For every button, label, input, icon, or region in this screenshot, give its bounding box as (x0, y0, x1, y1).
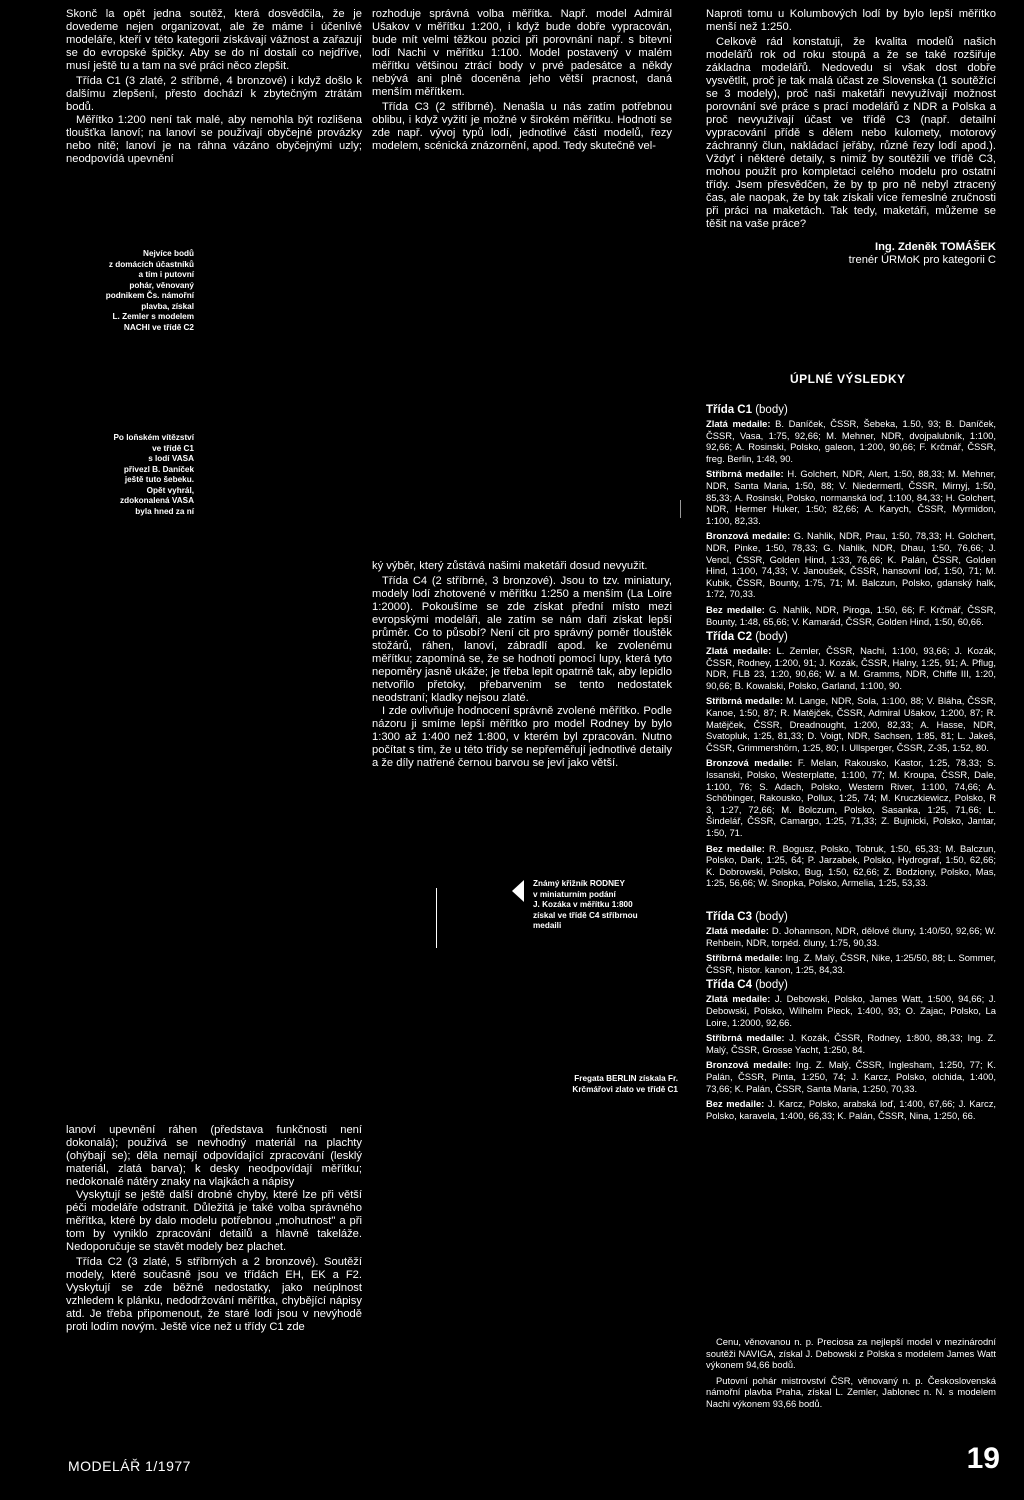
results-class-heading: Třída C1 (body) (706, 404, 788, 416)
results-entry: Bronzová medaile: G. Nahlik, NDR, Prau, 1:50, 78,33; H. Golchert, NDR, Pinke, 1:50, 78,33; G. Nahlik, NDR, Dhau, 1:50, 76,66; J. Vencl, ČSSR, Golden Hind, 1:33, 76,66; K. Palán, ČSSR, Golden Hind, 1:100, 74,33; V. Janoušek, ČSSR, hansovní loď, 1:50, 71; M. Kubik, ČSSR, Bounty, 1:75, 71; M. Balczun, Polsko, gdanský halk, 1:72, 70,33. (706, 530, 996, 600)
results-entry: Bronzová medaile: Ing. Z. Malý, ČSSR, Inglesham, 1:250, 77; K. Palán, ČSSR, Pinta, 1:250, 74; J. Karcz, Polsko, olchida, 1:400, 73,66; K. Palán, ČSSR, Santa Maria, 1:250, 70,33. (706, 1059, 997, 1094)
paragraph: Třída C4 (2 stříbrné, 3 bronzové). Jsou to tzv. miniatury, modely lodí zhotovené v měřítku 1:250 a menším (La Loire 1:2000). Pokoušíme se zde získat přední místo mezi evropskými modeláři, ale zatím se nám daří získat lepší průměr. Co to působí? Není cit pro správný poměr tlouštěk stožárů, ráhen, lanoví, zábradlí apod. ke zvolenému měřítku; zapomíná se, že se hodnotí pomocí lupy, která tyto nepoměry jasně ukáže; je třeba lepit opatrně tak, aby lepidlo netvořilo přetoky, přebarvenim se tento nedostatek neodstraní; kladky nejsou zlaté. (372, 575, 672, 704)
paragraph: I zde ovlivňuje hodnocení správně zvolené měřítko. Podle názoru ji smíme lepší měřítko pro model Rodney by bylo 1:300 až 1:400 než 1:800, v kterém byl zpracován. Nutno počítat s tím, že u této třídy se nepřeměřují jednotlivé detaily a že díly natřené černou barvou se jeví jako větší. (372, 705, 672, 769)
page-number: 19 (966, 1442, 1000, 1475)
paragraph: Třída C2 (3 zlaté, 5 stříbrných a 2 bronzové). Soutěží modely, které současně jsou ve třídách EH, EK a F2. Vyskytují se zde běžné nedostatky, jako neúplnost vzhledem k plánku, nedodržování měřítka, chybějící nápisy atd. Je třeba připomenout, že staré lodi jsou v nevýhodě proti lodím novým. Ještě více než u třídy C1 zde (66, 1256, 362, 1333)
paragraph: Naproti tomu u Kolumbových lodí by bylo lepší měřítko menší než 1:250. (706, 8, 996, 33)
results-entry: Zlatá medaile: D. Johannson, NDR, dělové čluny, 1:40/50, 92,66; W. Rehbein, NDR, torpéd. čluny, 1:75, 90,33. (706, 924, 996, 948)
article-column-2-mid (372, 560, 672, 770)
results-entry: Stříbrná medaile: H. Golchert, NDR, Alert, 1:50, 88,33; M. Mehner, NDR, Santa Maria, 1:50, 88; V. Niedermertl, ČSSR, Mirnyj, 1:50, 85,33; A. Rosinski, Polsko, normanská loď, 1:100, 84,33; H. Golchert, NDR, Hermer Huker, 1:50; 82,66; A. Karych, ČSSR, Myrmidon, 1:100, 82,33. (706, 468, 996, 526)
results-entry: Zlatá medaile: L. Zemler, ČSSR, Nachi, 1:100, 93,66; J. Kozák, ČSSR, Rodney, 1:200, 91; J. Kozák, ČSSR, Halny, 1:25, 91; A. Pflug, NDR, FLB 23, 1:20, 90,66; W. a M. Gramms, NDR, Chiffe III, 1:20, 90,66; B. Kowalski, Polsko, Garland, 1:100, 90. (706, 645, 996, 691)
paragraph: Cenu, věnovanou n. p. Preciosa za nejlepší model v mezinárodní soutěži NAVIGA, získal J. Debowski z Polska s modelem James Watt výkonem 94,66 bodů. (706, 1336, 996, 1371)
results-entry: Zlatá medaile: B. Daníček, ČSSR, Šebeka, 1.50, 93; B. Daníček, ČSSR, Vasa, 1:75, 92,66; M. Mehner, NDR, dvojpalubník, 1:100, 92,66; A. Rosinski, Polsko, galeon, 1:200, 90,66; F. Krčmář, ČSSR, freg. Berlin, 1:48, 90. (706, 418, 996, 464)
paragraph: ký výběr, který zůstává našimi maketáři dosud nevyužit. (372, 560, 648, 572)
paragraph: Skonč la opět jedna soutěž, která dosvědčila, že je dovedeme nejen organizovat, ale že máme i účenlivé modeláře, kteří v této kategorii získávají vážnost a zařazují se do evropské špičky. Aby se do ní dostali co nejdříve, musí ještě tu a tam na své práci něco zlepšit. (66, 8, 362, 72)
paragraph: rozhoduje správná volba měřítka. Např. model Admirál Ušakov v měřítku 1:200, i když bude dobře vypracován, bude mít velmi těžkou pozici při porovnání např. s bitevní lodí Nachi v měřítku 1:100. Model postavený v malém měřítku většinou ztrácí body v prvé padesátce a někdy nebývá ani plně doceněna jeho větší pracnost, daná menším měřítkem. (372, 8, 672, 98)
results-entry: Stříbrná medaile: J. Kozák, ČSSR, Rodney, 1:800, 88,33; Ing. Z. Malý, ČSSR, Grosse Yacht, 1:250, 84. (706, 1032, 996, 1055)
results-entry: Bez medaile: G. Nahlik, NDR, Piroga, 1:50, 66; F. Krčmář, ČSSR, Bounty, 1:48, 65,66; V. Kamarád, ČSSR, Golden Hind, 1:50, 60,66. (706, 603, 996, 627)
caption-pointer-icon (512, 880, 524, 902)
column-divider (436, 888, 437, 948)
paragraph: Třída C3 (2 stříbrné). Nenašla u nás zatím potřebnou oblibu, i když vyžití je možné v širokém měřítku. Hodnotí se zde např. vývoj typů lodí, jednotlivé části modelů, řezy modelem, scénická znázornění, apod. Tedy skutečně vel- (372, 101, 672, 152)
results-list (706, 400, 996, 1125)
results-class-heading: Třída C4 (body) (706, 979, 788, 992)
photo-caption-danicek: Po loňském vítězství ve třídě C1 s lodí VASA přivezl B. Daníček ještě tuto šebeku. Opět vyhrál, zdokonalená VASA byla hned za ní (113, 433, 194, 516)
paragraph: lanoví upevnění ráhen (představa funkčnosti není dokonalá); používá se nevhodný materiál na plachty (ohýbají se); děla nemají odpovídající zpracování (lesklý materiál, zlatá barva); k desky neodpovídají měřítku; nedokonalé nátěry znaky na vlajkách a nápisy (66, 1124, 362, 1188)
photo-caption-zemler: Nejvíce bodů z domácích účastníků a tím i putovní pohár, věnovaný podnikem Čs. námořní plavba, získal L. Zemler s modelem NACHI ve třídě C2 (105, 249, 194, 332)
article-column-1-top (66, 8, 362, 166)
article-column-1-bottom (66, 1124, 362, 1334)
magazine-issue: MODELÁŘ 1/1977 (68, 1458, 191, 1474)
photo-caption-berlin: Fregata BERLIN získala Fr. Krčmářovi zlato ve třídě C1 (572, 1074, 678, 1094)
results-entry: Bronzová medaile: F. Melan, Rakousko, Kastor, 1:25, 78,33; S. Issanski, Polsko, Westerplatte, 1:100, 77; M. Kroupa, ČSSR, Dale, 1:100, 76; S. Adach, Polsko, Western River, 1:100, 74,66; A. Schöbinger, Rakousko, Pollux, 1:25, 74; M. Kruczkiewicz, Polsko, R 3, 1:27, 72,66; M. Bolczum, Polsko, Sasanka, 1:25, 71,66; L. Šindelář, ČSSR, Camargo, 1:25, 71,33; Z. Bujnicki, Polsko, Jantar, 1:50, 71. (706, 757, 996, 838)
paragraph: Vyskytují se ještě další drobné chyby, které lze při větší péči modeláře odstranit. Důležitá je také volba správného měřítka, které by dalo modelu potřebnou „mohutnost" a při tom by vyniklo zpracování detailů a hlavně takeláže. Nedoporučuje se stavět modely bez plachet. (66, 1189, 362, 1253)
results-entry: Stříbrná medaile: Ing. Z. Malý, ČSSR, Nike, 1:25/50, 88; L. Sommer, ČSSR, histor. kanon, 1:25, 84,33. (706, 952, 996, 975)
results-entry: Zlatá medaile: J. Debowski, Polsko, James Watt, 1:500, 94,66; J. Debowski, Polsko, Wilhelm Pieck, 1:400, 93; O. Zajac, Polsko, La Loire, 1:2000, 92,66. (706, 993, 996, 1028)
paragraph: Měřítko 1:200 není tak malé, aby nemohla být rozlišena tloušťka lanoví; na lanoví se používají obyčejné provázky nebo nitě; lanoví je na ráhna vázáno obyčejnými uzly; neodpovídá upevnění (66, 114, 362, 165)
results-entry: Bez medaile: J. Karcz, Polsko, arabská loď, 1:400, 67,66; J. Karcz, Polsko, karavela, 1:400, 66,33; K. Palán, ČSSR, Nina, 1:250, 66. (706, 1098, 996, 1121)
column-divider (680, 500, 681, 518)
paragraph: Putovní pohár mistrovství ČSR, věnovaný n. p. Československá námořní plavba Praha, získal L. Zemler, Jablonec n. N. s modelem Nachi výkonem 93,66 bodů. (706, 1374, 996, 1409)
author-role: trenér ÚRMoK pro kategorii C (848, 254, 996, 266)
paragraph: Celkově rád konstatuji, že kvalita modelů našich modelářů rok od roku stoupá a že se také rozšiřuje základna modelářů. Nedovedu si však dost dobře vysvětlit, proč je tak malá účast ze Slovenska (1 soutěžící se 3 modely), proč naši maketáři nevyužívají možnost porovnání své práce s prací modelářů z NDR a Polska a proč nevyužívají účast ve třídě C3 (např. detailní vypracování přídě s dělem nebo kulomety, motorový záchranný člun, nakládací jeřáby, různé řezy lodí apod.). Vždyť i některé detaily, s nimiž by soutěžili ve třídě C3, mohou použít pro kompletaci celého modelu pro ostatní třídy. Jsem přesvědčen, že by tp pro ně nebyl ztracený čas, ale naopak, že by tak získali více řemeslné zručnosti při práci na maketách. Tak tedy, maketáři, můžeme se těšit na vaše práce? (706, 36, 996, 230)
results-entry: Stříbrná medaile: M. Lange, NDR, Sola, 1:100, 88; V. Bláha, ČSSR, Kanoe, 1:50, 87; R. Matějček, ČSSR, Admiral Ušakov, 1:200, 87; R. Matějček, ČSSR, Dreadnought, 1:200, 82,33; A. Hasse, NDR, Svatopluk, 1:25, 81,33; D. Voigt, NDR, Sachsen, 1:85, 81; L. Jakeš, ČSSR, Grimmershörn, 1:25, 80; I. Ullsperger, ČSSR, Z-35, 1:52, 80. (706, 695, 996, 753)
author-name: Ing. Zdeněk TOMÁŠEK (874, 241, 996, 253)
article-column-3 (706, 8, 996, 267)
results-entry: Bez medaile: R. Bogusz, Polsko, Tobruk, 1:50, 65,33; M. Balczun, Polsko, Dark, 1:25, 64; P. Jarzabek, Polsko, Hydrograf, 1:50, 62,66; K. Dobrowski, Polsko, Bug, 1:50, 62,66; Z. Bodziony, Polsko, Mas, 1:25, 56,66; W. Snopka, Polsko, Armelia, 1:25, 53,33. (706, 842, 996, 889)
article-column-2-top (372, 8, 672, 153)
results-class-heading: Třída C2 (body) (706, 631, 788, 644)
results-heading: ÚPLNÉ VÝSLEDKY (790, 372, 906, 386)
paragraph: Třída C1 (3 zlaté, 2 stříbrné, 4 bronzové) i když došlo k dalšímu zlepšení, přesto dochází k zbytečným ztrátám bodů. (66, 75, 362, 113)
results-class-heading: Třída C3 (body) (706, 910, 788, 923)
photo-caption-rodney: Známý křižník RODNEY v miniaturním podání J. Kozáka v měřítku 1:800 získal ve třídě C4 stříbrnou medaili (533, 879, 638, 930)
closing-notes (706, 1336, 996, 1414)
